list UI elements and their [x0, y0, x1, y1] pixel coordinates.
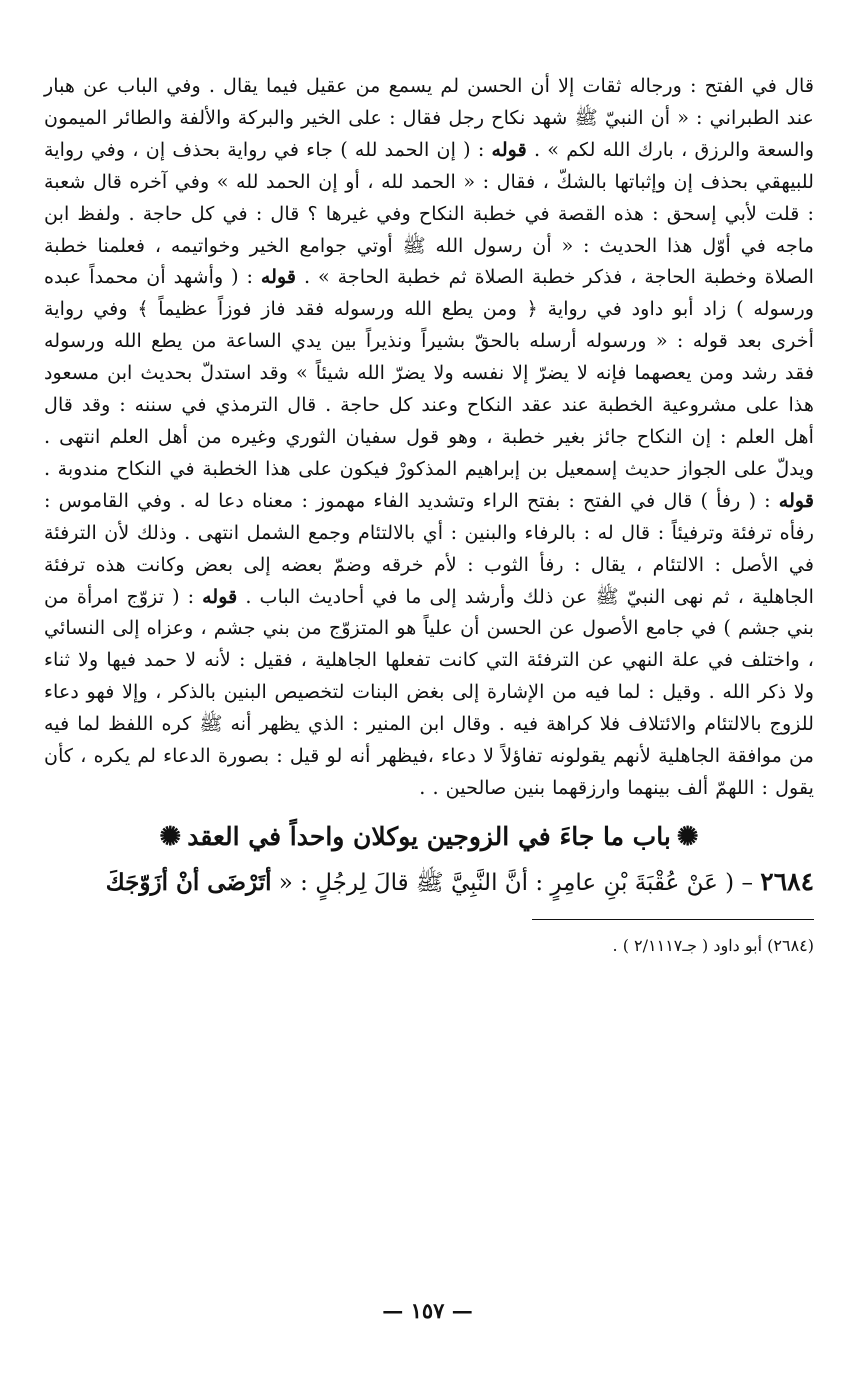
commentary-text: : ( رفأ ) قال في الفتح : بفتح الراء وتشديد الفاء مهموز : معناه دعا له . وفي القاموس : رفأه ترفئة وترفيئاً : قال له : بالرفاء والبنين : أي بالالتئام وجمع الشمل انتهى . وذلك لأن الترفئة في الأصل : الالتئام ، يقال : رفأ الثوب : لأم خرقه وضمّ بعضه إلى بعض وكانت هذه ترفئة الجاهلية ، ثم نهى النبيّ ﷺ عن ذلك وأرشد إلى ما في أحاديث الباب . — [44, 488, 814, 608]
commentary-text: قال في الفتح : ورجاله ثقات إلا أن الحسن لم يسمع من عقيل فيما يقال . وفي الباب عن هبار عند الطبراني : « أن النبيّ ﷺ شهد نكاح رجل فقال : على الخير والبركة والألفة والطائر الميمون والسعة والرزق ، بارك الله لكم » . — [44, 74, 814, 161]
qawluhu-keyword: قوله — [778, 488, 814, 512]
chapter-title-text: باب ما جاءَ في الزوجين يوكلان واحداً في العقد — [187, 821, 671, 851]
hadith-line — [44, 863, 814, 902]
commentary-text: : ( وأشهد أن محمداً عبده ورسوله ) زاد أبو داود في رواية ﴿ ومن يطع الله ورسوله فقد فاز فوزاً عظيماً ﴾ وفي رواية أخرى بعد قوله : « ورسوله أرسله بالحقّ بشيراً ونذيراً بين يدي الساعة من يطع الله ورسوله فقد رشد ومن يعصهما فإنه لا يضرّ إلا نفسه ولا يضرّ الله شيئاً » وقد استدلّ بحديث ابن مسعود هذا على مشروعية الخطبة عند عقد النكاح وعند كل حاجة . قال الترمذي في سننه : وقد قال أهل العلم : إن النكاح جائز بغير خطبة ، وهو قول سفيان الثوري وغيره من أهل العلم انتهى . ويدلّ على الجواز حديث إسمعيل بن إبراهيم المذكورْ فيكون على هذا الخطبة في النكاح مندوبة . — [44, 265, 814, 480]
qawluhu-keyword: قوله — [202, 584, 238, 608]
commentary-text: : ( تزوّج امرأة من بني جشم ) في جامع الأصول عن الحسن أن علياً هو المتزوّج من بني جشم ، وعزاه إلى النسائي ، واختلف في علة النهي عن الترفئة التي كانت تفعلها الجاهلية ، فقيل : لأنه لا حمد فيها ولا ثناء ولا ذكر الله . وقيل : لما فيه من الإشارة إلى بغض البنات لتخصيص البنين بالذكر ، وإلا فهو دعاء للزوج بالالتئام والائتلاف فلا كراهة فيه . وقال ابن المنير : الذي يظهر أنه ﷺ كره اللفظ لما فيه من موافقة الجاهلية لأنهم يقولونه تفاؤلاً لا دعاء ،فيظهر أنه لو قيل : بصورة الدعاء لم يكره ، كأن يقول : اللهمّ ألف بينهما وارزقهما بنين صالحين . . — [44, 584, 814, 799]
ornament-star-icon: ✺ — [159, 821, 182, 852]
ornament-star-icon: ✺ — [676, 821, 699, 852]
qawluhu-keyword: قوله — [491, 137, 527, 161]
commentary-text: : ( إن الحمد لله ) جاء في رواية بحذف إن ، وفي رواية للبيهقي بحذف إن وإثباتها بالشكّ ، فقال : « الحمد لله ، أو إن الحمد لله » وفي آخره قال شعبة : قلت لأبي إسحق : هذه القصة في خطبة النكاح وفي غيرها ؟ قال : في كل حاجة . ولفظ ابن ماجه في أوّل هذا الحديث : « أن رسول الله ﷺ أوتي جوامع الخير وخواتيمه ، فعلمنا خطبة الصلاة وخطبة الحاجة ، فذكر خطبة الصلاة ثم خطبة الحاجة » . — [44, 137, 814, 289]
qawluhu-keyword: قوله — [260, 265, 297, 289]
page-number: — ١٥٧ — — [382, 1298, 473, 1323]
footnote-divider — [532, 919, 814, 920]
commentary-paragraph — [44, 70, 814, 804]
hadith-text: – ( عَنْ عُقْبَةَ بْنِ عامِرٍ : أنَّ النَّبِيَّ ﷺ قالَ لِرجُلٍ : « — [271, 869, 761, 896]
footnote: (٢٦٨٤) أبو داود ( جـ٢/١١١٧ ) . — [612, 935, 814, 955]
document-page — [44, 70, 814, 1360]
chapter-heading — [44, 817, 814, 857]
hadith-number: ٢٦٨٤ — [760, 866, 814, 896]
hadith-quote: أتَرْضَى أنْ أزَوّجَكَ — [105, 868, 272, 896]
